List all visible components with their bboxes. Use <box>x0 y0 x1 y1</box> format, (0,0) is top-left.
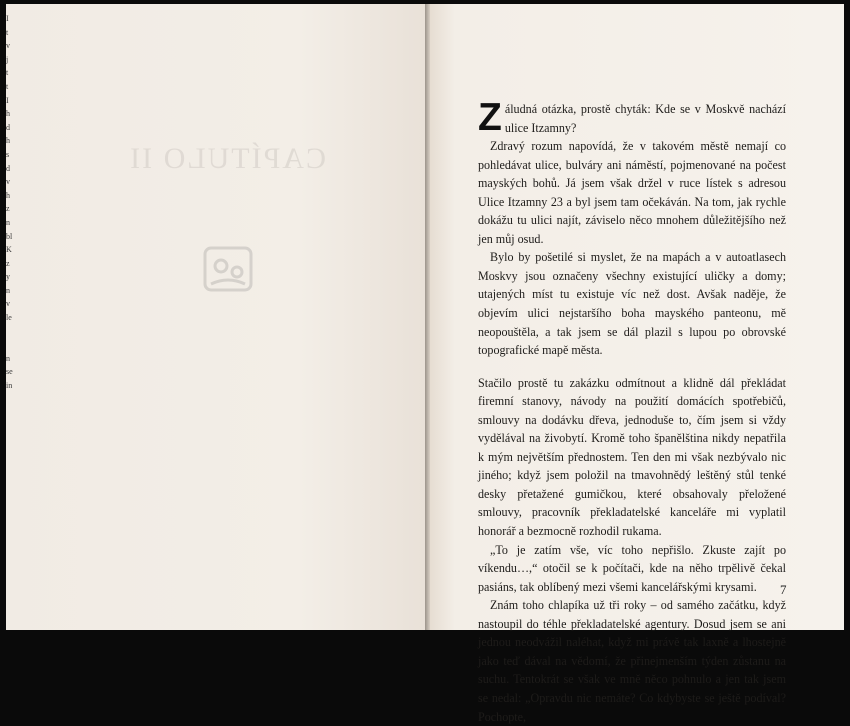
paragraph <box>478 96 786 139</box>
margin-fragments <box>6 12 20 393</box>
margin-fragment: v <box>6 299 10 309</box>
margin-fragment: bl <box>6 231 13 241</box>
margin-fragment: in <box>6 381 13 391</box>
margin-fragment: h <box>6 136 10 146</box>
margin-fragment: h <box>6 109 10 119</box>
margin-fragment: n <box>6 285 10 295</box>
paragraph: Znám toho chlapíka už tři roky – od samého začátku, když nastoupil do téhle překladatelské agentury. Dosud jsem se ani jednou neodvážil naléhat, když mi právě tak laxně a lhostejně jako teď dával na vědomí, že přinejmenším týden zůstanu na suchu. Tentokrát se však ve mně něco pohnulo a jen tak jsem se nedal: „Opravdu nic nemáte? Co kdybyste se ještě podíval? Pochopte, <box>478 598 786 724</box>
margin-fragment <box>6 338 20 352</box>
margin-fragment: t <box>6 27 9 37</box>
margin-fragment: t <box>6 68 9 78</box>
paragraph: Bylo by pošetilé si myslet, že na mapách a v autoatlasech Moskvy jsou označeny všechny existující uličky a domy; utajených míst tu existuje víc než dost. Avšak naděje, že objevím ulici nejstaršího boha mayského panteonu, mě neopouštěla, a tak jsem se dál plazil s lupou po obrovské topografické mapě města. <box>478 250 786 358</box>
margin-fragment: z <box>6 258 10 268</box>
margin-fragment: s <box>6 149 10 159</box>
margin-fragment: v <box>6 41 10 51</box>
margin-fragment: le <box>6 313 12 323</box>
margin-fragment: h <box>6 190 10 200</box>
margin-fragment: I <box>6 95 9 105</box>
paragraph: Zdravý rozum napovídá, že v takovém městě nemají co pohledávat ulice, bulváry ani náměstí, pojmenované na počest mayských bohů. Já jsem však držel v ruce lístek s adresou Ulice Itzamny 23 a byl jsem tam očekáván. Na tom, jak rychle dokážu tu ulici najít, záviselo něco mnohem důležitějšího než jen můj osud. <box>478 139 786 246</box>
margin-fragment: n <box>6 353 10 363</box>
margin-fragment <box>6 325 20 339</box>
left-page <box>6 4 425 630</box>
margin-fragment: v <box>6 177 10 187</box>
paragraph: Stačilo prostě tu zakázku odmítnout a klidně dál překládat firemní stanovy, návody na použití domácích spotřebičů, smlouvy na dodávku dřeva, jednoduše to, čím jsem si vždy vydělával na živobytí. Kromě toho španělština nikdy nepatřila k mým největším přednostem. Ten den mi však nezbývalo nic jiného; když jsem položil na tmavohnědý leštěný stůl tenké desky přetažené gumičkou, které obsahovaly přeložené smlouvy, pracovník překladatelské kanceláře mi vyplatil honorář a bezmocně rozhodil rukama. <box>478 375 786 539</box>
margin-fragment: y <box>6 272 10 282</box>
bleed-through-emblem-icon <box>199 240 257 298</box>
chapter-body <box>478 96 786 726</box>
page-number: 7 <box>780 582 787 597</box>
margin-fragment: d <box>6 122 10 132</box>
margin-fragment: I <box>6 14 9 23</box>
drop-cap: Z <box>478 96 502 139</box>
margin-fragment: j <box>6 54 9 64</box>
paragraph: „To je zatím vše, víc toho nepřišlo. Zkuste zajít po víkendu…,“ otočil se k počítači, kde na něho trpělivě čekal pasiáns, tak oblíbený mezi všemi kancelářskými krysami. <box>478 542 786 594</box>
margin-fragment: z <box>6 204 10 214</box>
bleed-through-heading: CAPÍTULO II <box>128 142 326 175</box>
margin-fragment: n <box>6 217 10 227</box>
paragraph-text: áludná otázka, prostě chyták: Kde se v Moskvě nachází ulice Itzamny? <box>504 102 786 135</box>
margin-fragment: t <box>6 81 9 91</box>
margin-fragment: d <box>6 163 10 173</box>
margin-fragment: se <box>6 367 13 377</box>
margin-fragment: K <box>6 245 12 255</box>
